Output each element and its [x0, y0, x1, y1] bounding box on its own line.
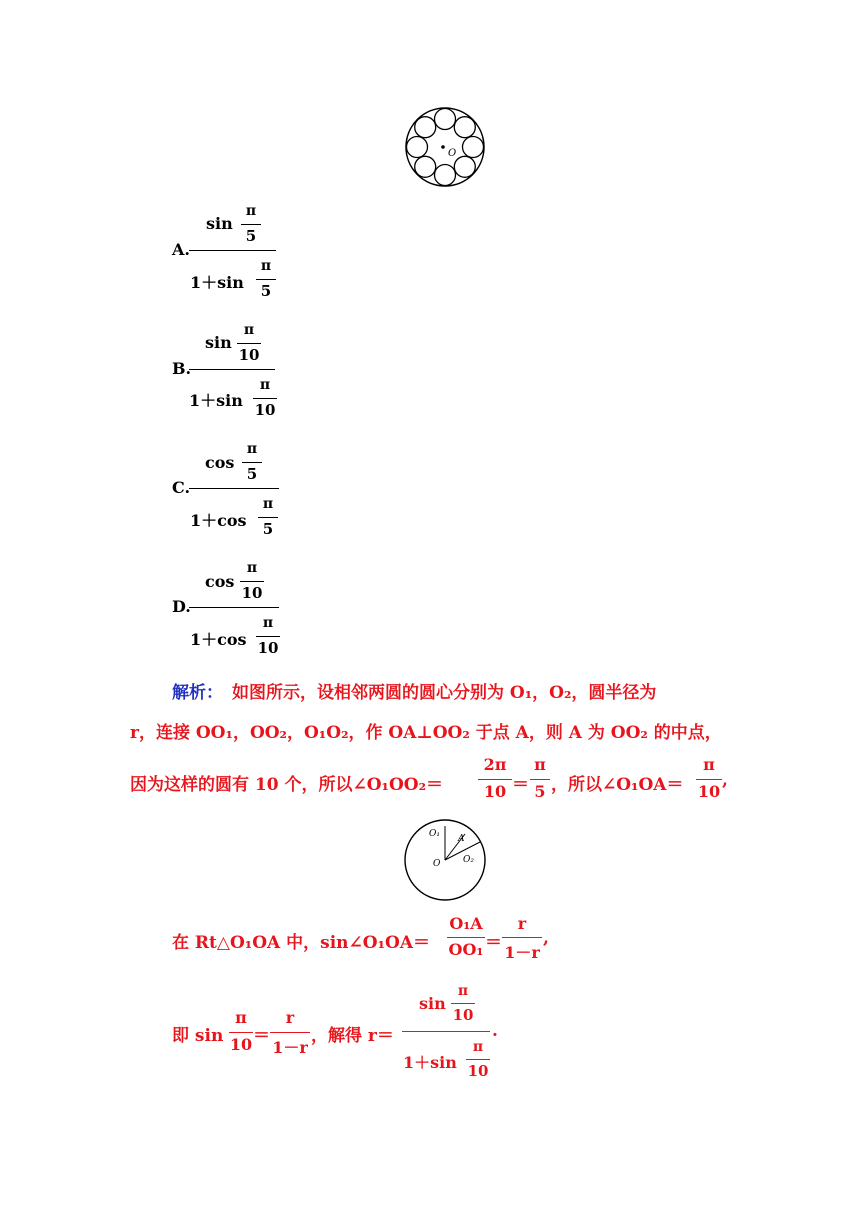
option-label: C.	[172, 478, 191, 497]
solution-line1: 如图所示，设相邻两圆的圆心分别为 O₁，O₂，圆半径为	[232, 683, 657, 703]
option-label: A.	[172, 240, 190, 259]
option-label: B.	[172, 359, 192, 378]
solution-heading: 解析：	[172, 683, 223, 703]
svg-text:O₂: O₂	[463, 855, 474, 865]
svg-text:A: A	[458, 834, 465, 844]
small-circle	[435, 165, 456, 186]
small-circle	[415, 156, 436, 177]
solution-line2: r，连接 OO₁，OO₂，O₁O₂，作 OA⊥OO₂ 于点 A，则 A 为 OO₂ 的中点，	[130, 723, 722, 743]
svg-text:O: O	[433, 859, 441, 869]
center-label: O	[448, 148, 457, 159]
small-circle	[407, 137, 428, 158]
small-circle	[463, 137, 484, 158]
sector-figure	[403, 818, 487, 902]
svg-text:O₁: O₁	[429, 829, 440, 839]
circles-figure	[404, 106, 486, 188]
option-label: D.	[172, 597, 191, 616]
small-circle	[454, 156, 475, 177]
small-circle	[415, 117, 436, 138]
small-circle	[435, 109, 456, 130]
small-circle	[454, 117, 475, 138]
